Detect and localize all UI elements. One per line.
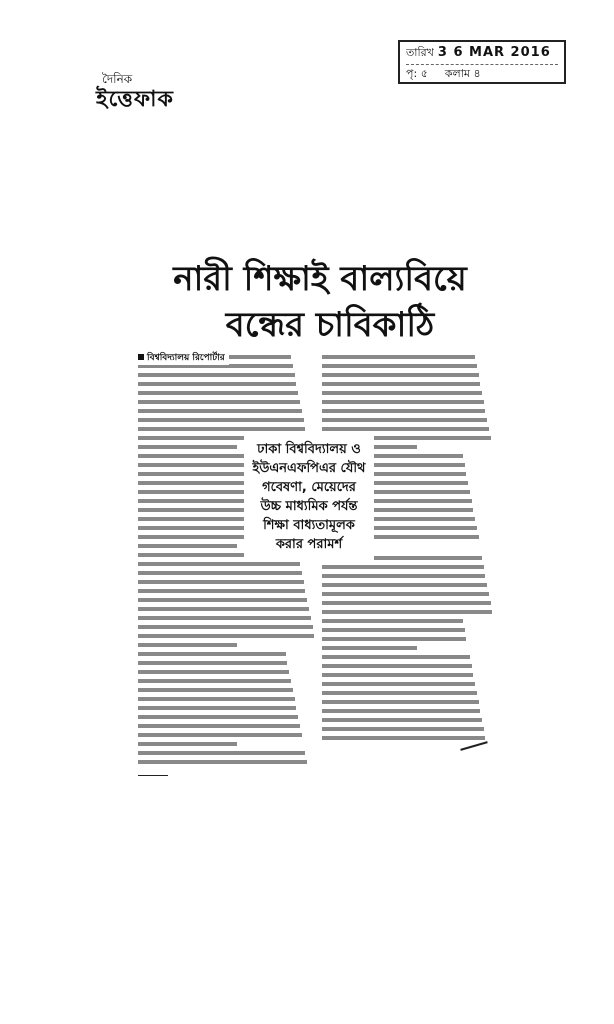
text-line-placeholder	[138, 661, 287, 665]
box-line: গবেষণা, মেয়েদের	[262, 480, 356, 495]
text-line-placeholder	[138, 382, 296, 386]
text-line-placeholder	[322, 418, 487, 422]
text-line-placeholder	[138, 733, 302, 737]
text-line-placeholder	[138, 445, 237, 449]
stamp-page: ৫	[420, 67, 428, 80]
text-line-placeholder	[322, 655, 470, 659]
text-line-placeholder	[138, 652, 286, 656]
end-rule	[138, 775, 168, 776]
text-line-placeholder	[322, 628, 465, 632]
article-headline	[120, 256, 520, 348]
text-line-placeholder	[138, 562, 300, 566]
text-line-placeholder	[138, 643, 237, 647]
headline-line-2: বন্ধের চাবিকাঠি	[225, 305, 435, 345]
text-line-placeholder	[138, 715, 298, 719]
box-line: করার পরামর্শ	[275, 537, 343, 552]
byline-text: বিশ্ববিদ্যালয় রিপোর্টার	[147, 353, 225, 363]
text-line-placeholder	[322, 409, 485, 413]
box-line: ঢাকা বিশ্ববিদ্যালয় ও	[257, 442, 361, 457]
text-line-placeholder	[322, 400, 484, 404]
byline	[138, 350, 229, 365]
text-line-placeholder	[322, 601, 491, 605]
text-line-placeholder	[322, 691, 477, 695]
text-line-placeholder	[138, 688, 293, 692]
text-line-placeholder	[322, 565, 484, 569]
text-line-placeholder	[322, 373, 479, 377]
text-line-placeholder	[322, 637, 466, 641]
box-line: শিক্ষা বাধ্যতামূলক	[263, 518, 355, 533]
article-column-right-bottom	[322, 556, 494, 745]
headline-line-1: নারী শিক্ষাই বাল্যবিয়ে	[173, 259, 467, 299]
text-line-placeholder	[138, 724, 300, 728]
text-line-placeholder	[322, 592, 489, 596]
text-line-placeholder	[138, 400, 300, 404]
text-line-placeholder	[138, 751, 305, 755]
text-line-placeholder	[138, 409, 302, 413]
masthead-kicker: দৈনিক	[102, 72, 133, 86]
text-line-placeholder	[322, 700, 479, 704]
text-line-placeholder	[138, 706, 296, 710]
text-line-placeholder	[138, 670, 289, 674]
text-line-placeholder	[322, 619, 463, 623]
text-line-placeholder	[138, 571, 302, 575]
masthead-name: ইত্তেফাক	[96, 87, 174, 112]
text-line-placeholder	[138, 625, 313, 629]
text-line-placeholder	[138, 679, 291, 683]
text-line-placeholder	[322, 664, 472, 668]
stamp-column-label: কলাম	[444, 67, 471, 80]
text-line-placeholder	[138, 544, 237, 548]
text-line-placeholder	[138, 391, 298, 395]
box-line: উচ্চ মাধ্যমিক পর্যন্ত	[260, 499, 358, 514]
text-line-placeholder	[322, 736, 485, 740]
text-line-placeholder	[138, 634, 314, 638]
stamp-date: 3 6 MAR 2016	[437, 45, 551, 60]
stamp-column: ৪	[473, 67, 481, 80]
text-line-placeholder	[322, 673, 473, 677]
text-line-placeholder	[322, 382, 480, 386]
bullet-square-icon	[138, 354, 144, 360]
date-stamp	[398, 40, 566, 84]
text-line-placeholder	[138, 697, 295, 701]
text-line-placeholder	[322, 709, 480, 713]
text-line-placeholder	[138, 616, 311, 620]
text-line-placeholder	[322, 727, 484, 731]
text-line-placeholder	[138, 373, 295, 377]
text-line-placeholder	[138, 589, 305, 593]
highlight-box	[244, 436, 374, 560]
text-line-placeholder	[322, 646, 417, 650]
text-line-placeholder	[138, 580, 304, 584]
text-line-placeholder	[322, 583, 487, 587]
text-line-placeholder	[322, 391, 482, 395]
box-line: ইউএনএফপিএর যৌথ	[252, 461, 366, 476]
text-line-placeholder	[322, 610, 492, 614]
text-line-placeholder	[322, 682, 475, 686]
text-line-placeholder	[138, 742, 237, 746]
text-line-placeholder	[138, 760, 307, 764]
text-line-placeholder	[322, 427, 489, 431]
text-line-placeholder	[138, 418, 304, 422]
text-line-placeholder	[322, 718, 482, 722]
text-line-placeholder	[138, 607, 309, 611]
text-line-placeholder	[322, 364, 477, 368]
stamp-page-label: পৃ:	[406, 67, 418, 80]
text-line-placeholder	[322, 574, 485, 578]
stamp-date-label: তারিখ	[406, 46, 434, 59]
article-column-left	[138, 355, 318, 769]
text-line-placeholder	[138, 427, 305, 431]
text-line-placeholder	[322, 355, 475, 359]
newspaper-masthead	[96, 72, 174, 114]
text-line-placeholder	[138, 598, 307, 602]
